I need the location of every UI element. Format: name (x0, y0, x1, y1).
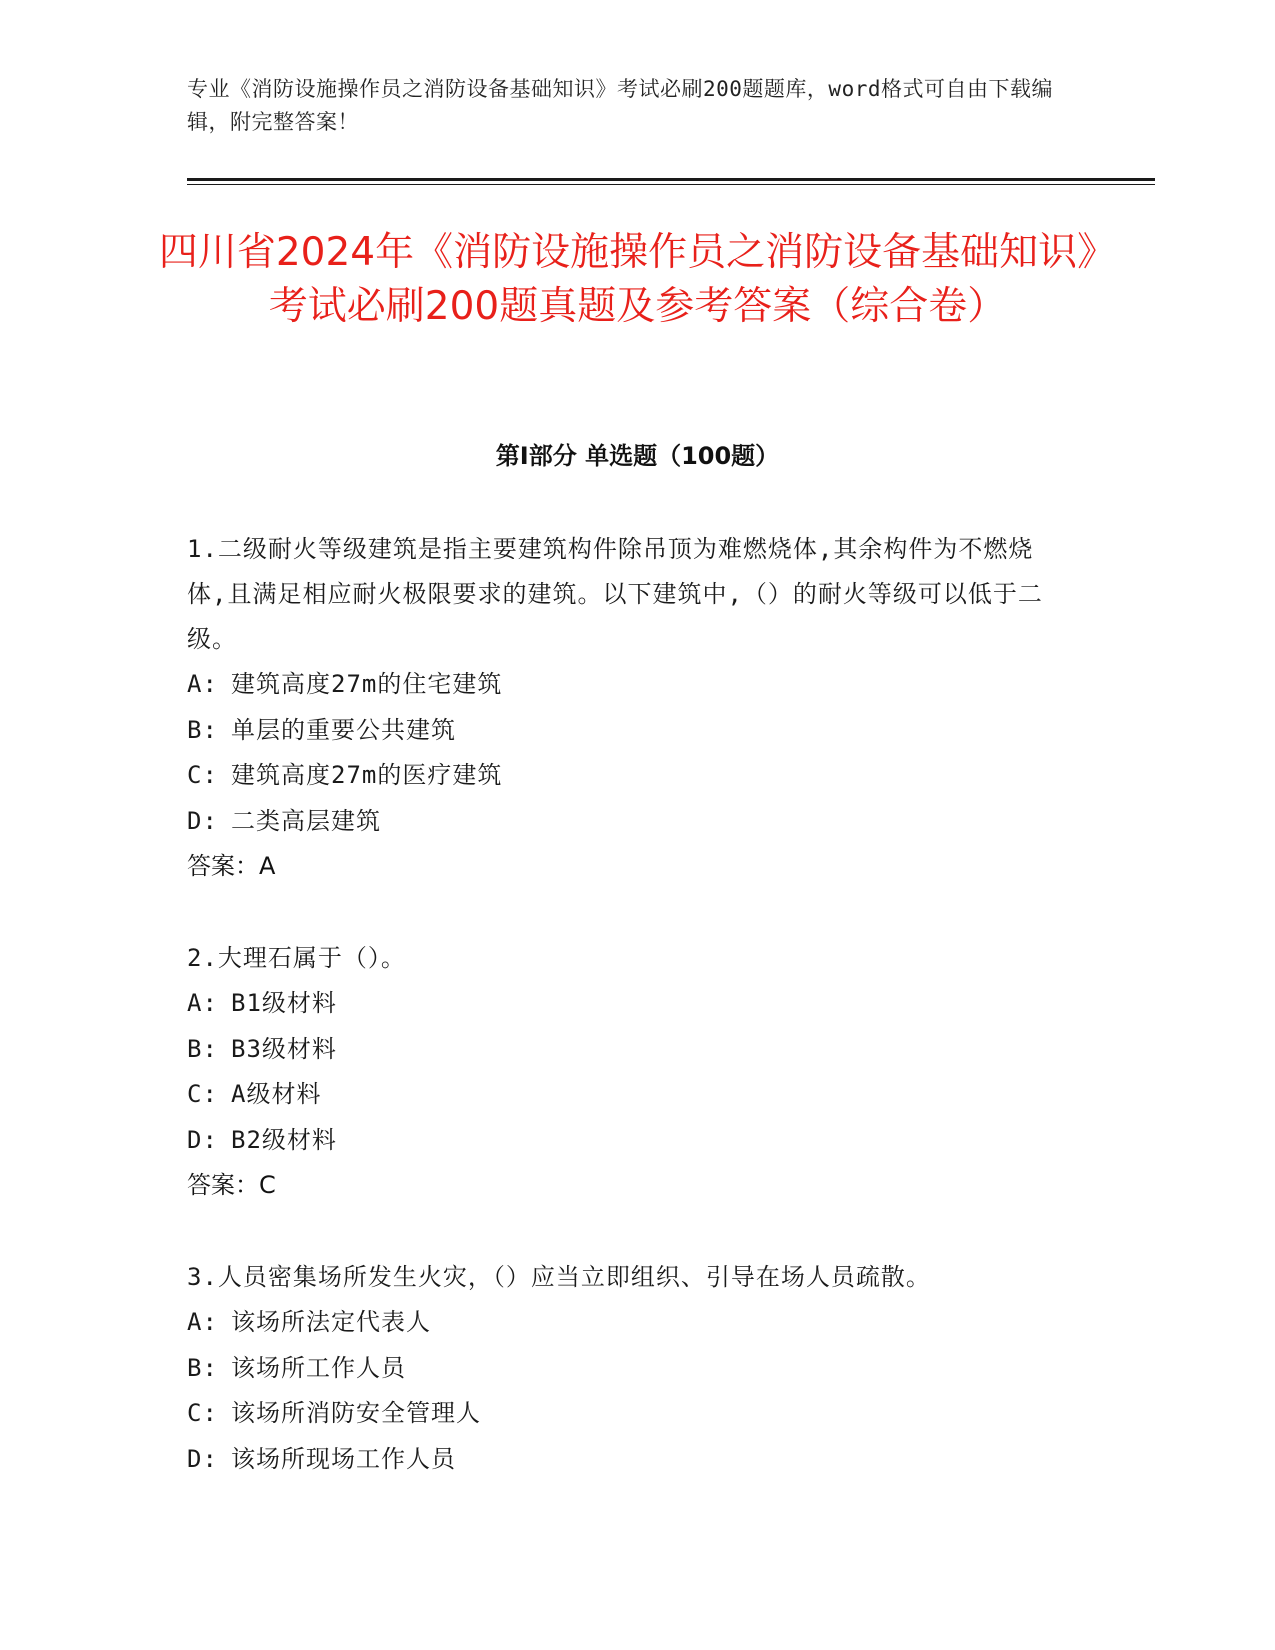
option-d (187, 1437, 1067, 1483)
question-stem: 2.大理石属于（）。 (187, 944, 406, 972)
option-key: C: (187, 1399, 218, 1427)
question-3 (187, 1255, 1067, 1482)
question-stem: 3.人员密集场所发生火灾，（）应当立即组织、引导在场人员疏散。 (187, 1263, 931, 1291)
option-text: 该场所现场工作人员 (231, 1444, 456, 1473)
option-d (187, 799, 1067, 845)
option-text: B2级材料 (231, 1125, 337, 1154)
question-stem: 1.二级耐火等级建筑是指主要建筑构件除吊顶为难燃烧体,其余构件为不燃烧体,且满足相应耐火极限要求的建筑。以下建筑中,（）的耐火等级可以低于二级。 (187, 535, 1043, 653)
option-a (187, 981, 1067, 1027)
option-c (187, 753, 1067, 799)
option-key: D: (187, 1125, 218, 1154)
option-b (187, 1346, 1067, 1392)
option-a (187, 1300, 1067, 1346)
option-key: B: (187, 1353, 218, 1382)
option-a (187, 662, 1067, 708)
question-list (187, 527, 1067, 1529)
option-c (187, 1072, 1067, 1118)
option-text: A级材料 (231, 1080, 322, 1108)
option-key: A: (187, 1308, 218, 1336)
option-key: C: (187, 761, 218, 789)
option-text: 该场所法定代表人 (231, 1308, 431, 1336)
option-b (187, 708, 1067, 754)
option-text: 建筑高度27m的住宅建筑 (231, 670, 503, 698)
option-key: D: (187, 806, 218, 835)
option-text: 该场所消防安全管理人 (231, 1399, 481, 1427)
option-key: A: (187, 670, 218, 698)
option-text: 建筑高度27m的医疗建筑 (231, 761, 503, 789)
option-text: 单层的重要公共建筑 (231, 715, 456, 744)
option-text: 二类高层建筑 (231, 806, 381, 835)
answer-line: 答案：C (187, 1171, 276, 1199)
document-title: 四川省2024年《消防设施操作员之消防设备基础知识》考试必刷200题真题及参考答案（综合卷） (158, 230, 1117, 329)
question-2 (187, 936, 1067, 1208)
header-divider-thick (187, 178, 1155, 181)
option-d (187, 1118, 1067, 1164)
option-text: 该场所工作人员 (231, 1353, 406, 1382)
option-key: B: (187, 1034, 218, 1063)
header-note: 专业《消防设施操作员之消防设备基础知识》考试必刷200题题库，word格式可自由下载编辑，附完整答案！ (187, 77, 1053, 134)
header-divider-thin (187, 184, 1155, 185)
option-key: D: (187, 1444, 218, 1473)
option-key: C: (187, 1080, 218, 1108)
option-text: B3级材料 (231, 1034, 337, 1063)
section-title: 第I部分 单选题（100题） (495, 442, 780, 470)
option-b (187, 1027, 1067, 1073)
option-key: A: (187, 989, 218, 1017)
question-1 (187, 527, 1067, 889)
option-c (187, 1391, 1067, 1437)
option-key: B: (187, 715, 218, 744)
answer-line: 答案：A (187, 852, 276, 880)
option-text: B1级材料 (231, 989, 337, 1017)
